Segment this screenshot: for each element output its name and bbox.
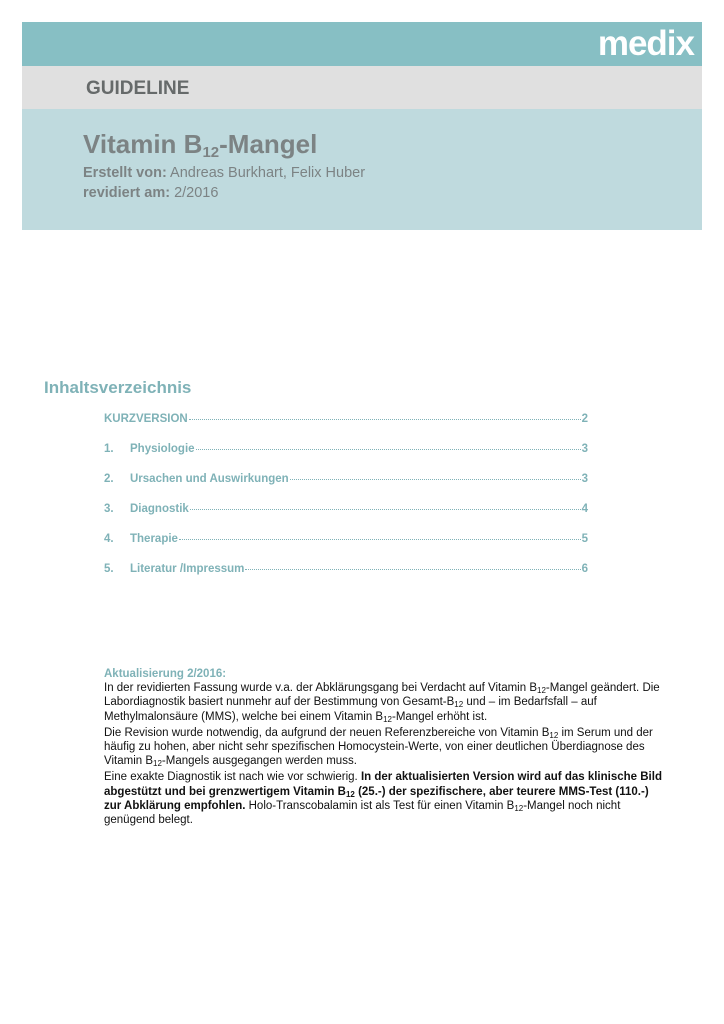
update-paragraph-3: Eine exakte Diagnostik ist nach wie vor schwierig. In der aktualisierten Version wird auf das klinische Bild abgestützt und bei grenzwertigem Vitamin $B_{12}$ (25.-) der spezifischere, aber teurere MMS-Test (110.-) zur Abklärung empfohlen. Holo-Transcobalamin ist als Test für einen Vitamin $B_{12}$-Mangel noch nicht genügend belegt. (104, 771, 662, 827)
toc-item-title: KURZVERSION (104, 413, 188, 425)
toc-leader-dots (179, 538, 581, 540)
toc-leader-dots (190, 508, 581, 510)
toc-page-number: 2 (581, 413, 588, 425)
toc-page-number: 5 (581, 533, 588, 545)
toc-item-title: Literatur /Impressum (130, 563, 245, 575)
toc-item-number: 4. (104, 533, 114, 545)
toc-page-number: 3 (581, 443, 588, 455)
toc-page-number: 4 (581, 503, 588, 515)
toc-item-literatur[interactable] (104, 563, 588, 593)
toc-item-title: Ursachen und Auswirkungen (130, 473, 289, 485)
toc-heading: Inhaltsverzeichnis (44, 378, 192, 397)
update-note (104, 667, 664, 829)
guideline-label: GUIDELINE (86, 78, 190, 99)
toc-item-number: 3. (104, 503, 114, 515)
update-paragraph-1: In der revidierten Fassung wurde v.a. der Abklärungsgang bei Verdacht auf Vitamin $B_{12}$-Mangel geändert. Die Labordiagnostik basiert nunmehr auf der Bestimmung von Gesamt-$B_{12}$ und – im Bedarfsfall – auf Methylmalonsäure (MMS), welche bei einem Vitamin $B_{12}$-Mangel erhöht ist. (104, 682, 660, 724)
toc-leader-dots (290, 478, 581, 480)
update-heading: Aktualisierung 2/2016: (104, 668, 227, 680)
toc-item-title: Diagnostik (130, 503, 189, 515)
top-brand-bar (22, 22, 702, 66)
revised-line: revidiert am: 2/2016 (83, 185, 219, 201)
toc-item-physiologie[interactable] (104, 443, 588, 473)
toc-item-title: Therapie (130, 533, 178, 545)
table-of-contents (104, 413, 588, 593)
toc-item-title: Physiologie (130, 443, 195, 455)
toc-item-diagnostik[interactable] (104, 503, 588, 533)
toc-item-number: 5. (104, 563, 114, 575)
toc-page-number: 6 (581, 563, 588, 575)
toc-leader-dots (196, 448, 581, 450)
toc-item-therapie[interactable] (104, 533, 588, 563)
toc-item-kurzversion[interactable] (104, 413, 588, 443)
toc-leader-dots (189, 418, 581, 420)
medix-logo: medix (597, 24, 694, 63)
toc-item-ursachen[interactable] (104, 473, 588, 503)
title-band (22, 109, 702, 230)
document-title: Vitamin $B_{12}$-Mangel (83, 129, 318, 161)
guideline-band (22, 66, 702, 109)
author-line: Erstellt von: Andreas Burkhart, Felix Huber (83, 165, 366, 181)
toc-item-number: 1. (104, 443, 114, 455)
update-paragraph-2: Die Revision wurde notwendig, da aufgrund der neuen Referenzbereiche von Vitamin $B_{12}$ im Serum und der häufig zu hohen, aber nicht sehr spezifischen Homocystein-Werte, von einer deutlichen Überdiagnose des Vitamin $B_{12}$-Mangels ausgegangen werden muss. (104, 726, 653, 769)
toc-leader-dots (245, 568, 580, 570)
toc-item-number: 2. (104, 473, 114, 485)
toc-page-number: 3 (581, 473, 588, 485)
